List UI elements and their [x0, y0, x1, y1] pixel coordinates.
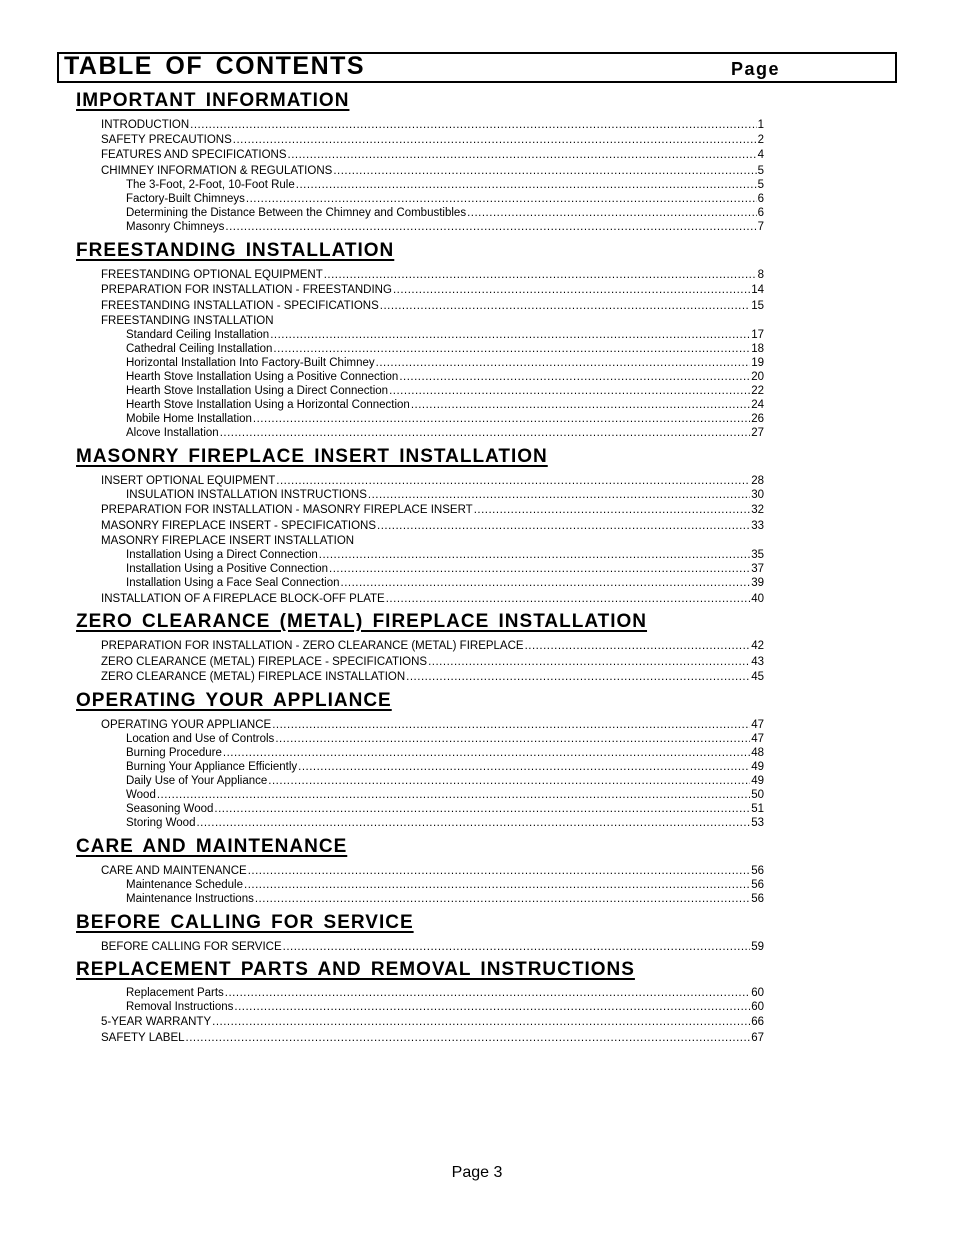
toc-entry-page: 5 [757, 179, 764, 191]
toc-entry-label: MASONRY FIREPLACE INSERT INSTALLATION [101, 535, 355, 547]
dot-leader [399, 370, 750, 384]
section-heading: MASONRY FIREPLACE INSERT INSTALLATION [76, 446, 548, 467]
toc-entry-label: FEATURES AND SPECIFICATIONS [101, 149, 287, 161]
toc-entry-label: Standard Ceiling Installation [126, 329, 270, 341]
toc-entry-page: 43 [751, 656, 764, 668]
dot-leader [268, 774, 750, 788]
dot-leader [389, 384, 750, 398]
toc-entry-page: 39 [751, 577, 764, 589]
toc-entry-label: 5-YEAR WARRANTY [101, 1016, 212, 1028]
toc-entry-label: SAFETY LABEL [101, 1032, 185, 1044]
toc-entry-page: 4 [757, 149, 764, 161]
dot-leader [225, 220, 756, 234]
dot-leader [324, 268, 757, 282]
toc-entry-label: SAFETY PRECAUTIONS [101, 134, 232, 146]
dot-leader [220, 426, 751, 440]
dot-leader [234, 1000, 750, 1014]
toc-entry-label: Installation Using a Direct Connection [126, 549, 318, 561]
toc-entry[interactable] [126, 562, 764, 576]
toc-entry-page: 1 [757, 119, 764, 131]
dot-leader [196, 816, 750, 830]
toc-entry-label: Storing Wood [126, 817, 196, 829]
toc-entry[interactable] [126, 892, 764, 906]
toc-entry-label: Replacement Parts [126, 987, 224, 999]
toc-entry-label: MASONRY FIREPLACE INSERT - SPECIFICATIONS [101, 520, 376, 532]
toc-entry-label: Mobile Home Installation [126, 413, 252, 425]
toc-entry-label: Wood [126, 789, 156, 801]
toc-entry[interactable] [126, 328, 764, 342]
toc-entry[interactable] [126, 342, 764, 356]
toc-entry-page: 56 [751, 893, 764, 905]
toc-entry-page: 20 [751, 371, 764, 383]
toc-entry-page: 37 [751, 563, 764, 575]
toc-entry-label: Hearth Stove Installation Using a Horizontal Connection [126, 399, 410, 411]
dot-leader [212, 1015, 750, 1029]
section-heading: REPLACEMENT PARTS AND REMOVAL INSTRUCTIONS [76, 959, 635, 980]
toc-entry-page: 17 [751, 329, 764, 341]
toc-entry-label: Maintenance Schedule [126, 879, 243, 891]
toc-entry-page: 49 [751, 761, 764, 773]
toc-entry-label: Hearth Stove Installation Using a Positive Connection [126, 371, 399, 383]
toc-entry[interactable] [101, 718, 764, 732]
toc-entry-label: Horizontal Installation Into Factory-Built Chimney [126, 357, 375, 369]
toc-entry[interactable] [126, 1000, 764, 1014]
toc-entry-label: Seasoning Wood [126, 803, 214, 815]
section-heading: OPERATING YOUR APPLIANCE [76, 690, 392, 711]
toc-entry[interactable] [126, 576, 764, 590]
toc-entry-page: 8 [757, 269, 764, 281]
toc-entry-label: Location and Use of Controls [126, 733, 275, 745]
toc-entry-page: 26 [751, 413, 764, 425]
dot-leader [467, 206, 757, 220]
section-heading: IMPORTANT INFORMATION [76, 90, 350, 111]
toc-entry[interactable] [126, 774, 764, 788]
toc-entry-label: FREESTANDING INSTALLATION - SPECIFICATIONS [101, 300, 379, 312]
dot-leader [368, 488, 750, 502]
toc-entry-label: Installation Using a Positive Connection [126, 563, 329, 575]
toc-entry[interactable] [101, 118, 764, 132]
toc-entry-label: ZERO CLEARANCE (METAL) FIREPLACE INSTALLATION [101, 671, 406, 683]
toc-entry-label: The 3-Foot, 2-Foot, 10-Foot Rule [126, 179, 295, 191]
dot-leader [296, 178, 757, 192]
toc-entry-page: 47 [751, 733, 764, 745]
toc-entry-page: 42 [751, 640, 764, 652]
toc-entry-label: Factory-Built Chimneys [126, 193, 245, 205]
toc-entry[interactable] [101, 503, 764, 517]
toc-entry[interactable] [126, 370, 764, 384]
toc-entry-page: 28 [751, 475, 764, 487]
toc-entry[interactable] [126, 878, 764, 892]
toc-entry-page: 22 [751, 385, 764, 397]
dot-leader [244, 878, 750, 892]
dot-leader [223, 746, 750, 760]
dot-leader [283, 940, 751, 954]
toc-entry[interactable] [126, 178, 764, 192]
toc-entry-page: 56 [751, 865, 764, 877]
toc-entry-label: Cathedral Ceiling Installation [126, 343, 273, 355]
dot-leader [341, 576, 751, 590]
dot-leader [288, 148, 757, 162]
toc-entry[interactable] [101, 299, 764, 313]
toc-entry[interactable] [101, 940, 764, 954]
toc-entry-page: 2 [757, 134, 764, 146]
toc-entry[interactable] [126, 816, 764, 830]
toc-entry[interactable] [101, 864, 764, 878]
toc-entry-label: CARE AND MAINTENANCE [101, 865, 247, 877]
dot-leader [270, 328, 750, 342]
toc-entry[interactable] [126, 760, 764, 774]
toc-entry[interactable] [101, 534, 764, 548]
toc-entry[interactable] [126, 412, 764, 426]
toc-entry-page: 6 [757, 193, 764, 205]
toc-entry-label: FREESTANDING OPTIONAL EQUIPMENT [101, 269, 323, 281]
toc-entry[interactable] [101, 474, 764, 488]
toc-entry[interactable] [101, 148, 764, 162]
toc-entry[interactable] [126, 746, 764, 760]
toc-entry-label: PREPARATION FOR INSTALLATION - FREESTANDING [101, 284, 392, 296]
section-heading: CARE AND MAINTENANCE [76, 836, 348, 857]
toc-entry-page: 66 [751, 1016, 764, 1028]
dot-leader [298, 760, 750, 774]
toc-entry[interactable] [126, 732, 764, 746]
toc-entry-label: Daily Use of Your Appliance [126, 775, 268, 787]
dot-leader [376, 356, 751, 370]
dot-leader [190, 118, 756, 132]
dot-leader [157, 788, 750, 802]
toc-entry[interactable] [101, 268, 764, 282]
toc-entry-page: 53 [751, 817, 764, 829]
section-heading: BEFORE CALLING FOR SERVICE [76, 912, 414, 933]
toc-entry-label: OPERATING YOUR APPLIANCE [101, 719, 272, 731]
dot-leader [329, 562, 750, 576]
toc-entry-label: Alcove Installation [126, 427, 219, 439]
toc-entry[interactable] [126, 488, 764, 502]
toc-entry-page: 67 [751, 1032, 764, 1044]
toc-entry-page: 40 [751, 593, 764, 605]
toc-entry-page: 49 [751, 775, 764, 787]
toc-entry-label: Determining the Distance Between the Chimney and Combustibles [126, 207, 467, 219]
toc-entry[interactable] [126, 986, 764, 1000]
toc-entry-label: PREPARATION FOR INSTALLATION - MASONRY FIREPLACE INSERT [101, 504, 473, 516]
toc-entry[interactable] [101, 314, 764, 328]
dot-leader [255, 892, 750, 906]
dot-leader [186, 1031, 751, 1045]
toc-entry-page: 19 [751, 357, 764, 369]
toc-entry-page: 24 [751, 399, 764, 411]
toc-entry-page: 47 [751, 719, 764, 731]
dot-leader [225, 986, 750, 1000]
toc-entry[interactable] [101, 164, 764, 178]
dot-leader [386, 592, 750, 606]
toc-entry-label: BEFORE CALLING FOR SERVICE [101, 941, 282, 953]
toc-entry-label: Hearth Stove Installation Using a Direct Connection [126, 385, 389, 397]
toc-entry-page: 59 [751, 941, 764, 953]
toc-header-box [57, 52, 897, 83]
toc-entry[interactable] [101, 1031, 764, 1045]
toc-entry-page: 48 [751, 747, 764, 759]
toc-entry[interactable] [126, 356, 764, 370]
toc-entry-label: INSERT OPTIONAL EQUIPMENT [101, 475, 276, 487]
toc-entry[interactable] [126, 802, 764, 816]
toc-entry-page: 33 [751, 520, 764, 532]
toc-entry-page: 51 [751, 803, 764, 815]
toc-entry-page: 35 [751, 549, 764, 561]
dot-leader [406, 670, 750, 684]
toc-entry[interactable] [101, 519, 764, 533]
toc-entry-page: 18 [751, 343, 764, 355]
dot-leader [333, 164, 756, 178]
toc-entry-label: PREPARATION FOR INSTALLATION - ZERO CLEARANCE (METAL) FIREPLACE [101, 640, 524, 652]
dot-leader [380, 299, 750, 313]
dot-leader [276, 474, 750, 488]
toc-entry[interactable] [126, 220, 764, 234]
toc-entry[interactable] [126, 206, 764, 220]
toc-entry-page: 15 [751, 300, 764, 312]
page-column-label: Page [731, 59, 781, 79]
toc-entry-label: INTRODUCTION [101, 119, 190, 131]
page-title: TABLE OF CONTENTS [64, 52, 366, 80]
toc-entry-label: Masonry Chimneys [126, 221, 225, 233]
dot-leader [525, 639, 751, 653]
dot-leader [246, 192, 757, 206]
toc-entry-label: ZERO CLEARANCE (METAL) FIREPLACE - SPECIFICATIONS [101, 656, 428, 668]
toc-entry-label: Burning Procedure [126, 747, 222, 759]
toc-entry[interactable] [126, 192, 764, 206]
toc-entry-label: Installation Using a Face Seal Connection [126, 577, 340, 589]
toc-entry[interactable] [101, 670, 764, 684]
toc-entry[interactable] [101, 639, 764, 653]
toc-entry[interactable] [126, 426, 764, 440]
toc-entry-page: 32 [751, 504, 764, 516]
page-number: Page 3 [451, 1164, 503, 1181]
dot-leader [319, 548, 750, 562]
dot-leader [248, 864, 751, 878]
dot-leader [428, 655, 750, 669]
toc-entry-page: 6 [757, 207, 764, 219]
toc-entry-page: 7 [757, 221, 764, 233]
dot-leader [253, 412, 750, 426]
toc-entry-page: 56 [751, 879, 764, 891]
dot-leader [233, 133, 757, 147]
toc-entry-page: 60 [751, 1001, 764, 1013]
toc-entry-page: 30 [751, 489, 764, 501]
toc-entry-page: 60 [751, 987, 764, 999]
section-heading: ZERO CLEARANCE (METAL) FIREPLACE INSTALLATION [76, 611, 648, 632]
toc-entry[interactable] [101, 592, 764, 606]
toc-entry[interactable] [101, 1015, 764, 1029]
toc-entry[interactable] [126, 398, 764, 412]
dot-leader [214, 802, 750, 816]
dot-leader [474, 503, 751, 517]
toc-entry-label: FREESTANDING INSTALLATION [101, 315, 274, 327]
section-heading: FREESTANDING INSTALLATION [76, 240, 395, 261]
toc-entry-label: INSULATION INSTALLATION INSTRUCTIONS [126, 489, 367, 501]
toc-entry-label: Burning Your Appliance Efficiently [126, 761, 298, 773]
toc-entry[interactable] [101, 133, 764, 147]
dot-leader [411, 398, 750, 412]
toc-entry-label: Maintenance Instructions [126, 893, 254, 905]
dot-leader [393, 283, 750, 297]
toc-entry[interactable] [126, 384, 764, 398]
toc-entry-page: 45 [751, 671, 764, 683]
dot-leader [377, 519, 750, 533]
dot-leader [275, 732, 750, 746]
toc-entry-page: 50 [751, 789, 764, 801]
toc-entry-page: 14 [751, 284, 764, 296]
dot-leader [273, 342, 750, 356]
toc-entry-label: Removal Instructions [126, 1001, 234, 1013]
toc-entry[interactable] [126, 548, 764, 562]
toc-entry-label: INSTALLATION OF A FIREPLACE BLOCK-OFF PLATE [101, 593, 385, 605]
toc-entry[interactable] [101, 655, 764, 669]
dot-leader [272, 718, 750, 732]
toc-entry-page: 5 [757, 165, 764, 177]
toc-entry-label: CHIMNEY INFORMATION & REGULATIONS [101, 165, 333, 177]
toc-entry[interactable] [101, 283, 764, 297]
toc-entry[interactable] [126, 788, 764, 802]
toc-entry-page: 27 [751, 427, 764, 439]
